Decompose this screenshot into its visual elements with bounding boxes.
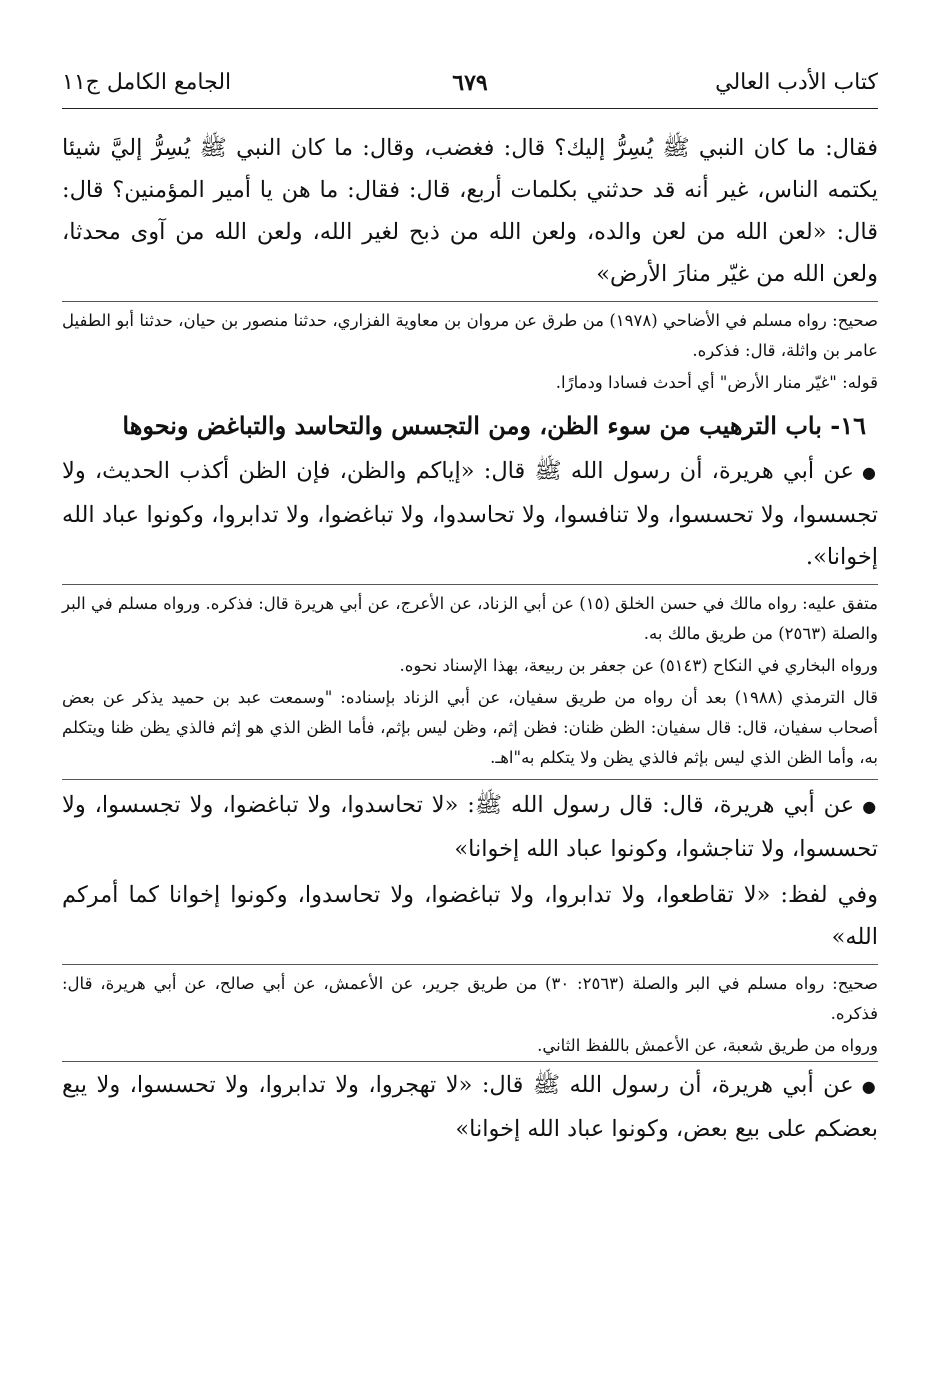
footnote: صحيح: رواه مسلم في البر والصلة (٢٥٦٣: ٣٠) من طريق جرير، عن الأعمش، عن أبي صالح، عن أبي هريرة، قال: فذكره. [62,964,878,1029]
chapter-heading: ١٦- باب الترهيب من سوء الظن، ومن التجسس والتحاسد والتباغض ونحوها [122,411,866,440]
footnote: قال الترمذي (١٩٨٨) بعد أن رواه من طريق سفيان، عن أبي الزناد بإسناده: "وسمعت عبد بن حميد يذكر عن بعض أصحاب سفيان، قال: قال سفيان: الظن ظنان: فظن إثم، وظن ليس بإثم، فأما الظن الذي هو إثم فالذي يظن ظنا ويتكلم به، وأما الظن الذي ليس بإثم فالذي يظن ولا يتكلم به"اهـ. [62,688,878,767]
page-header [62,62,878,109]
bullet-icon: ● [861,1077,878,1096]
hadith-text: فقال: ما كان النبي ﷺ يُسِرُّ إليك؟ قال: فغضب، وقال: ما كان النبي ﷺ يُسِرُّ إليَّ شيئا يكتمه الناس، غير أنه قد حدثني بكلمات أربع، قال: فقال: ما هن يا أمير المؤمنين؟ قال: قال: «لعن الله من لعن والده، ولعن الله من ذبح لغير الله، ولعن الله من آوى محدثا، ولعن الله من غيّر منارَ الأرض» [62,135,878,287]
hadith-text: ●عن أبي هريرة، أن رسول الله ﷺ قال: «لا تهجروا، ولا تدابروا، ولا تحسسوا، ولا يبع بعضكم على بيع بعض، وكونوا عباد الله إخوانا» [62,1061,878,1150]
bullet-icon: ● [861,463,879,482]
hadith-text: وفي لفظ: «لا تقاطعوا، ولا تدابروا، ولا تباغضوا، ولا تحاسدوا، وكونوا إخوانا كما أمركم الله» [62,882,878,950]
footnote: ورواه من طريق شعبة، عن الأعمش باللفظ الثاني. [537,1036,878,1055]
hadith-text: ●عن أبي هريرة، قال: قال رسول الله ﷺ: «لا تحاسدوا، ولا تباغضوا، ولا تجسسوا، ولا تحسسوا، ولا تناجشوا، وكونوا عباد الله إخوانا» [62,779,878,870]
collection-volume: الجامع الكامل ج١١ [62,70,232,95]
footnote: قوله: "غيّر منار الأرض" أي أحدث فسادا ودمارًا. [555,373,878,392]
bullet-icon: ● [862,797,878,816]
footnote: ورواه البخاري في النكاح (٥١٤٣) عن جعفر بن ربيعة، بهذا الإسناد نحوه. [399,656,878,675]
book-title: كتاب الأدب العالي [715,70,878,95]
footnote: متفق عليه: رواه مالك في حسن الخلق (١٥) عن أبي الزناد، عن الأعرج، عن أبي هريرة قال: فذكره. ورواه مسلم في البر والصلة (٢٥٦٣) من طريق مالك به. [62,584,878,649]
hadith-text: ●عن أبي هريرة، أن رسول الله ﷺ قال: «إياكم والظن، فإن الظن أكذب الحديث، ولا تجسسوا، ولا تحسسوا، ولا تنافسوا، ولا تحاسدوا، ولا تباغضوا، ولا تدابروا، وكونوا عباد الله إخوانا». [62,458,879,570]
footnote: صحيح: رواه مسلم في الأضاحي (١٩٧٨) من طرق عن مروان بن معاوية الفزاري، حدثنا منصور بن حيان، حدثنا أبو الطفيل عامر بن واثلة، قال: فذكره. [62,301,878,366]
page-number: ٦٧٩ [452,70,488,96]
